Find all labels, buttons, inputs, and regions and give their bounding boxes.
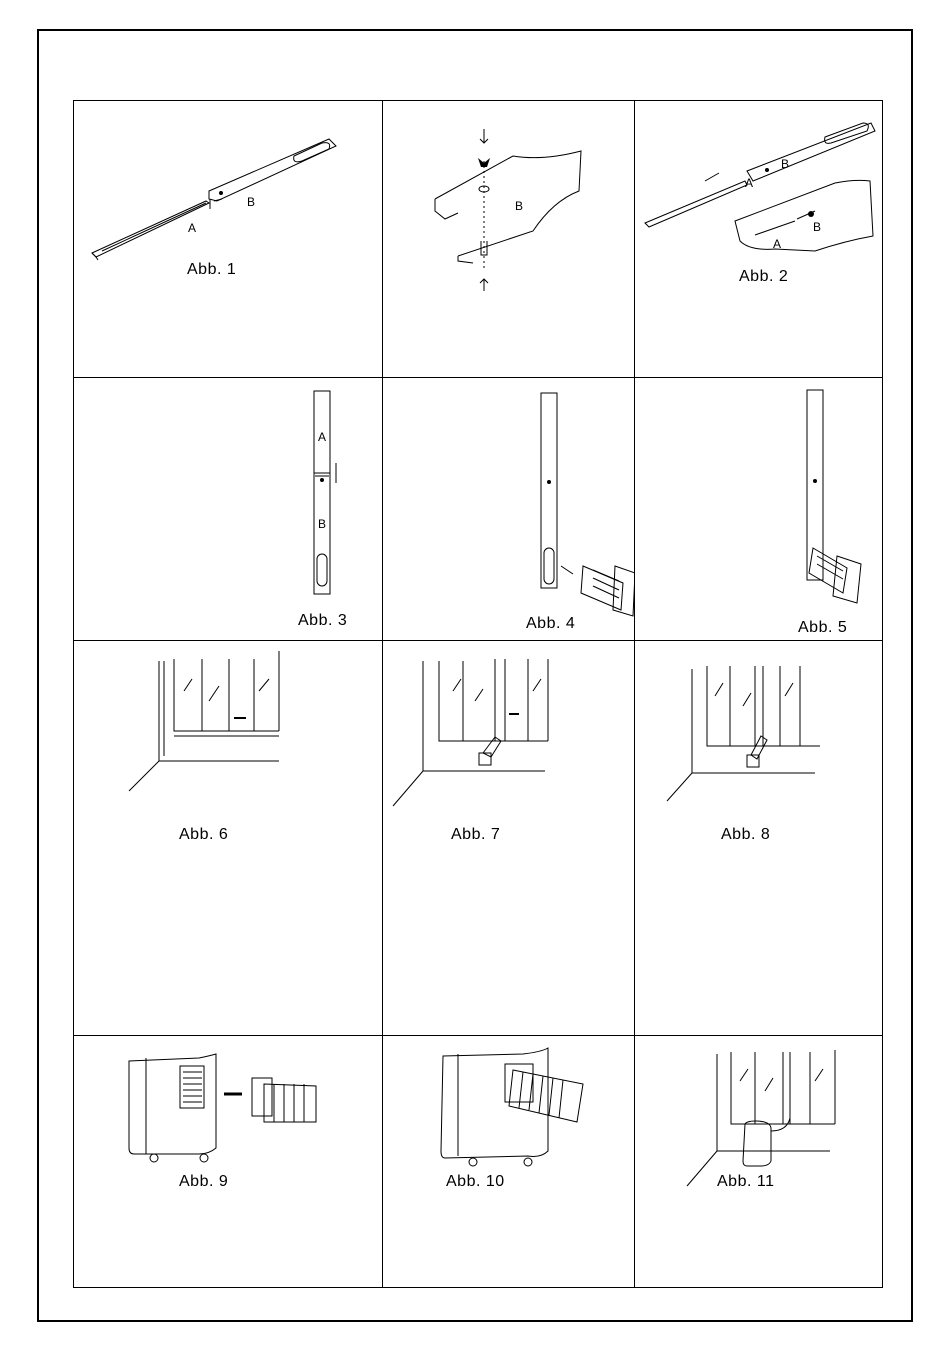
figure-caption: Abb. 1 [187, 261, 237, 278]
figure-abb9 [74, 1036, 382, 1288]
window-with-hose-drawing [383, 641, 634, 1035]
figure-caption: Abb. 2 [739, 268, 789, 285]
figure-abb1 [74, 101, 382, 377]
figure-caption: Abb. 9 [179, 1173, 229, 1190]
figure-caption: Abb. 11 [717, 1173, 775, 1190]
figure-caption: Abb. 3 [298, 612, 348, 629]
figure-caption: Abb. 8 [721, 826, 771, 843]
part-label-a: A [745, 176, 754, 190]
figure-abb8 [635, 641, 883, 1035]
hose-adapter-approach-drawing [383, 378, 634, 640]
part-label-a: A [188, 221, 197, 235]
figure-abb7 [383, 641, 634, 1035]
wing-nut-bracket-drawing [383, 101, 634, 377]
figure-detail-bracket [383, 101, 634, 377]
part-label-b-detail: B [813, 220, 822, 234]
part-label-a: A [318, 430, 327, 444]
figure-caption: Abb. 5 [798, 619, 848, 636]
part-label-b: B [781, 157, 790, 171]
part-label-b: B [515, 199, 524, 213]
figure-abb2 [635, 101, 883, 377]
figure-caption: Abb. 6 [179, 826, 229, 843]
figure-abb11 [635, 1036, 883, 1288]
air-conditioner-hose-attached-drawing [383, 1036, 634, 1288]
slider-insertion-drawing [635, 101, 883, 377]
figure-caption: Abb. 10 [446, 1173, 505, 1190]
hose-adapter-attached-drawing [635, 378, 883, 640]
air-conditioner-hose-drawing [74, 1036, 382, 1288]
part-label-a-detail: A [773, 237, 782, 251]
part-label-b: B [318, 517, 327, 531]
figure-caption: Abb. 4 [526, 615, 576, 632]
figure-abb10 [383, 1036, 634, 1288]
figure-abb4 [383, 378, 634, 640]
figure-abb6 [74, 641, 382, 1035]
figure-abb5 [635, 378, 883, 640]
figure-abb3 [74, 378, 382, 640]
air-conditioner-at-window-drawing [635, 1036, 883, 1288]
vertical-slider-drawing [74, 378, 382, 640]
figure-grid [73, 100, 883, 1288]
slider-assembly-drawing [74, 101, 382, 377]
figure-caption: Abb. 7 [451, 826, 501, 843]
part-label-b: B [247, 195, 256, 209]
